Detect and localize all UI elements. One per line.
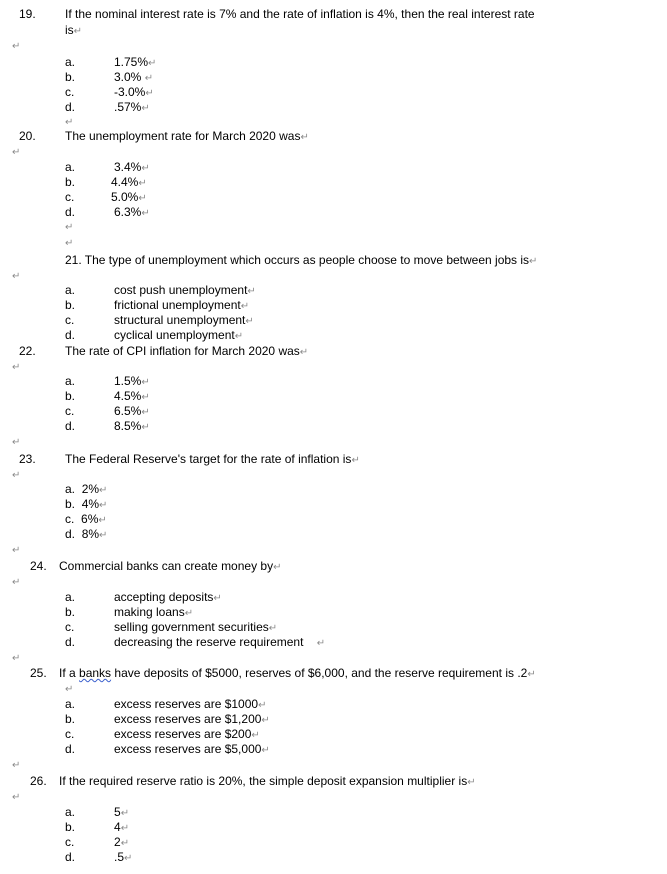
option-text: 6.3%↵ — [114, 205, 150, 219]
option-letter: d. — [65, 328, 76, 342]
option-text: excess reserves are $5,000↵ — [114, 742, 270, 756]
option-letter: a. — [65, 374, 76, 388]
paragraph-mark-icon: ↵ — [65, 117, 74, 128]
paragraph-mark-icon: ↵ — [65, 222, 74, 233]
option-item: d. 8%↵ — [65, 527, 108, 541]
question-number: 26. — [30, 774, 47, 788]
option-letter: b. — [65, 712, 76, 726]
option-text: .57%↵ — [114, 100, 150, 114]
option-letter: c. — [65, 404, 75, 418]
option-text: 3.4%↵ — [114, 160, 150, 174]
spellcheck-underlined-word[interactable]: banks — [79, 666, 112, 680]
paragraph-mark-icon: ↵ — [12, 545, 21, 556]
option-text: decreasing the reserve requirement ↵ — [114, 635, 326, 649]
option-letter: b. — [65, 298, 76, 312]
option-text: 6.5%↵ — [114, 404, 150, 418]
option-text: making loans↵ — [114, 605, 194, 619]
paragraph-mark-icon: ↵ — [12, 760, 21, 771]
option-text: 5↵ — [114, 805, 130, 819]
option-text: cost push unemployment↵ — [114, 283, 256, 297]
option-text: -3.0%↵ — [114, 85, 154, 99]
option-letter: d. — [65, 100, 76, 114]
paragraph-mark-icon: ↵ — [73, 26, 83, 37]
question-text: If a banks have deposits of $5000, reserves of $6,000, and the reserve requirement is .2↵ — [59, 666, 536, 680]
option-letter: b. — [65, 820, 76, 834]
paragraph-mark-icon: ↵ — [65, 684, 74, 695]
option-letter: a. — [65, 55, 76, 69]
option-letter: c. — [65, 835, 75, 849]
option-letter: a. — [65, 283, 76, 297]
question-text: If the required reserve ratio is 20%, the simple deposit expansion multiplier is↵ — [59, 774, 476, 788]
option-text: cyclical unemployment↵ — [114, 328, 244, 342]
option-item: b. 4%↵ — [65, 497, 108, 511]
option-text: .5↵ — [114, 850, 133, 864]
option-text: 4.4%↵ — [111, 175, 147, 189]
question-number: 24. — [30, 559, 47, 573]
option-letter: a. — [65, 590, 76, 604]
paragraph-mark-icon: ↵ — [65, 238, 74, 249]
option-text: accepting deposits↵ — [114, 590, 222, 604]
option-text: 2↵ — [114, 835, 130, 849]
option-item: c. 6%↵ — [65, 512, 107, 526]
question-number: 20. — [19, 129, 36, 143]
option-text: excess reserves are $1,200↵ — [114, 712, 270, 726]
option-text: 4↵ — [114, 820, 130, 834]
paragraph-mark-icon: ↵ — [12, 792, 21, 803]
option-text: excess reserves are $1000↵ — [114, 697, 267, 711]
option-letter: c. — [65, 313, 75, 327]
option-letter: c. — [65, 620, 75, 634]
option-text: 1.75%↵ — [114, 55, 157, 69]
option-letter: d. — [65, 742, 76, 756]
option-text: 5.0%↵ — [111, 190, 147, 204]
question-text-continued: is↵ — [65, 23, 83, 37]
option-letter: d. — [65, 205, 76, 219]
option-text: 1.5%↵ — [114, 374, 150, 388]
option-letter: b. — [65, 605, 76, 619]
option-text: structural unemployment↵ — [114, 313, 254, 327]
option-letter: b. — [65, 70, 76, 84]
question-text: If the nominal interest rate is 7% and the rate of inflation is 4%, then the real interest rate — [65, 7, 535, 21]
paragraph-mark-icon: ↵ — [12, 41, 21, 52]
option-letter: c. — [65, 190, 75, 204]
option-letter: a. — [65, 697, 76, 711]
option-text: 4.5%↵ — [114, 389, 150, 403]
option-letter: d. — [65, 850, 76, 864]
option-text: frictional unemployment↵ — [114, 298, 250, 312]
option-letter: c. — [65, 85, 75, 99]
paragraph-mark-icon: ↵ — [12, 147, 21, 158]
option-text: selling government securities↵ — [114, 620, 278, 634]
paragraph-mark-icon: ↵ — [12, 577, 21, 588]
question-text: 21. The type of unemployment which occurs as people choose to move between jobs is↵ — [65, 253, 538, 267]
option-text: 3.0% ↵ — [114, 70, 154, 84]
question-number: 25. — [30, 666, 47, 680]
option-text: excess reserves are $200↵ — [114, 727, 260, 741]
option-letter: d. — [65, 419, 76, 433]
option-letter: b. — [65, 175, 76, 189]
option-letter: d. — [65, 635, 76, 649]
option-letter: a. — [65, 160, 76, 174]
paragraph-mark-icon: ↵ — [12, 653, 21, 664]
option-item: a. 2%↵ — [65, 482, 108, 496]
option-text: 8.5%↵ — [114, 419, 150, 433]
paragraph-mark-icon: ↵ — [12, 271, 21, 282]
question-text: Commercial banks can create money by↵ — [59, 559, 282, 573]
question-text: The rate of CPI inflation for March 2020 was↵ — [65, 344, 309, 358]
paragraph-mark-icon: ↵ — [12, 362, 21, 373]
question-text: The unemployment rate for March 2020 was↵ — [65, 129, 309, 143]
question-text: The Federal Reserve's target for the rate of inflation is↵ — [65, 452, 360, 466]
question-number: 19. — [19, 7, 36, 21]
paragraph-mark-icon: ↵ — [12, 437, 21, 448]
question-number: 23. — [19, 452, 36, 466]
option-letter: c. — [65, 727, 75, 741]
option-letter: b. — [65, 389, 76, 403]
option-letter: a. — [65, 805, 76, 819]
paragraph-mark-icon: ↵ — [12, 470, 21, 481]
question-number: 22. — [19, 344, 36, 358]
